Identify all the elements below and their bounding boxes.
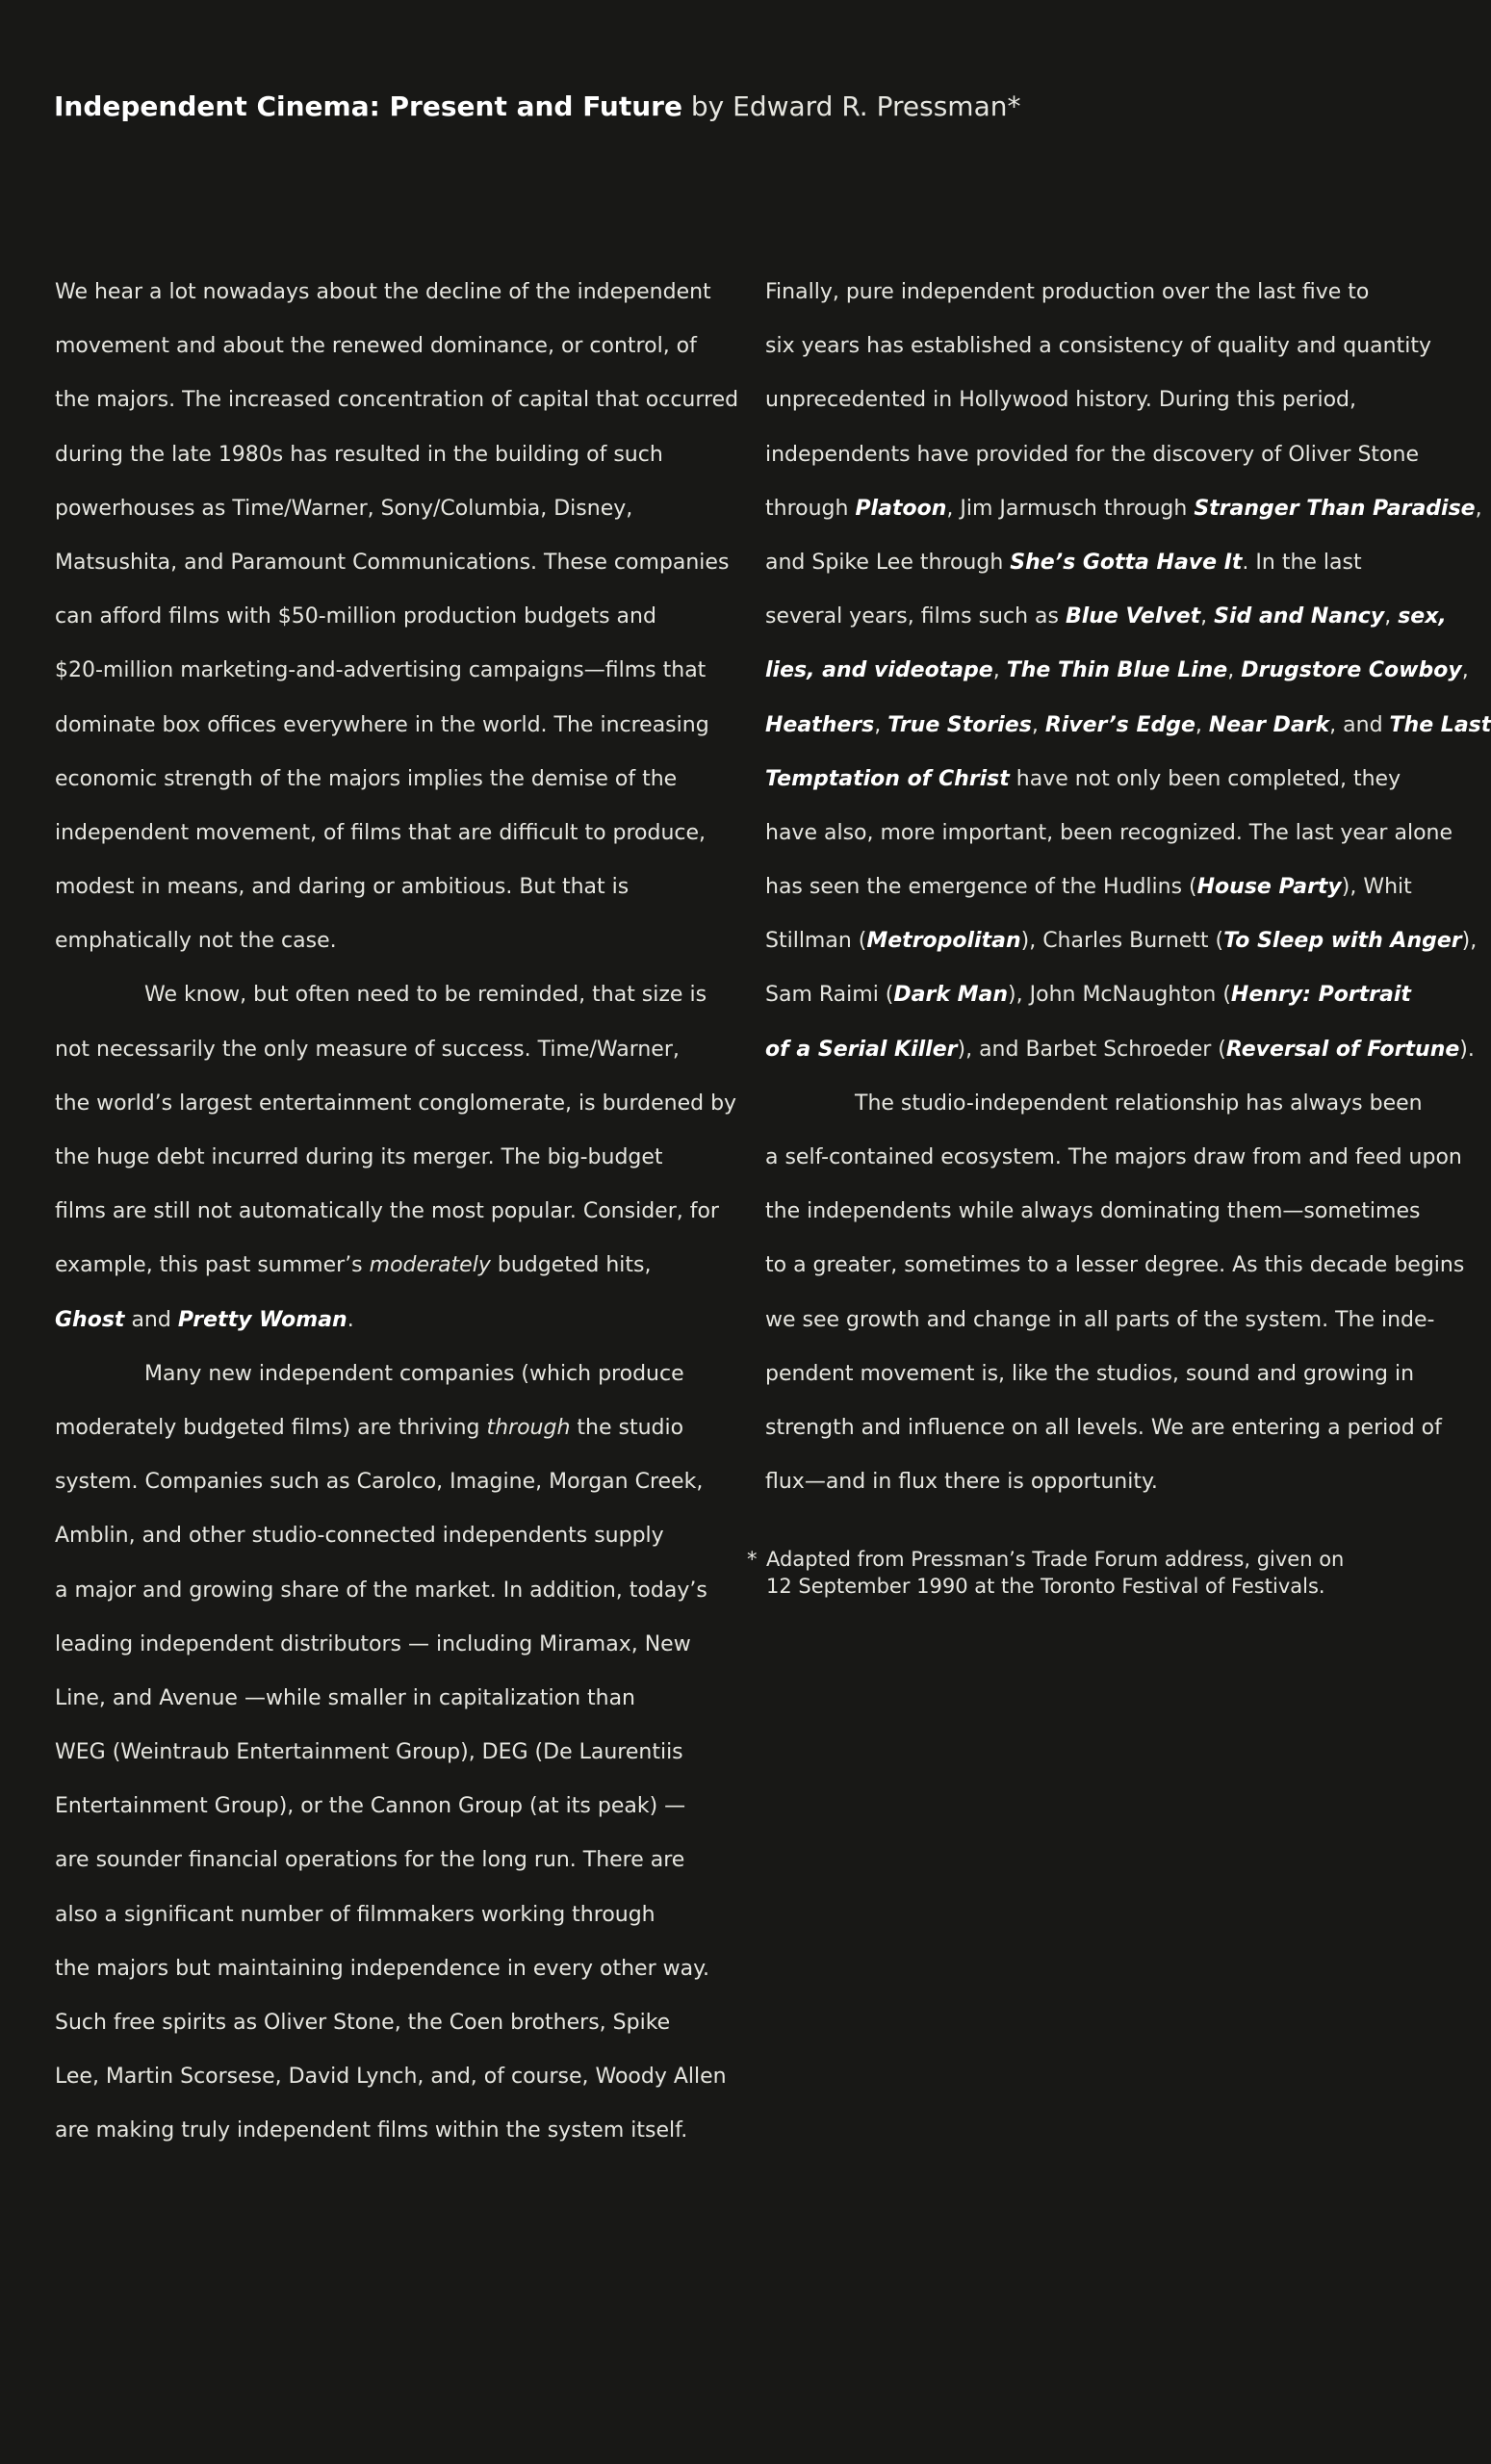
text-run: . In the last bbox=[1242, 550, 1362, 575]
text-line bbox=[765, 753, 1401, 807]
text-line: not necessarily the only measure of success. Time/Warner, bbox=[55, 1037, 680, 1062]
text-line: Many new independent companies (which produce bbox=[144, 1361, 684, 1386]
text-line: the majors. The increased concentration of capital that occurred bbox=[55, 388, 739, 413]
text-line: leading independent distributors — including Miramax, New bbox=[55, 1631, 691, 1656]
text-line: independents have provided for the discovery of Oliver Stone bbox=[765, 442, 1419, 467]
film-title: sex, bbox=[1398, 604, 1447, 629]
text-line bbox=[765, 968, 1411, 1022]
text-run: , bbox=[992, 658, 1007, 683]
text-line bbox=[55, 1401, 698, 1455]
text-run: , bbox=[1031, 712, 1045, 737]
text-run: , bbox=[1384, 604, 1399, 629]
text-run: the studio bbox=[570, 1415, 684, 1440]
footnote-marker: * bbox=[747, 1548, 758, 1571]
text-line: WEG (Weintraub Entertainment Group), DEG (De Laurentiis bbox=[55, 1740, 683, 1765]
text-line: films are still not automatically the most popular. Consider, for bbox=[55, 1199, 719, 1224]
film-title: Sid and Nancy bbox=[1214, 604, 1385, 629]
text-run: , bbox=[1475, 496, 1482, 521]
text-line: $20-million marketing-and-advertising campaigns—films that bbox=[55, 658, 707, 683]
film-title: The Thin Blue Line bbox=[1006, 658, 1228, 683]
text-line: Matsushita, and Paramount Communications. These companies bbox=[55, 550, 730, 575]
text-line bbox=[765, 699, 1491, 753]
text-line bbox=[765, 860, 1412, 914]
text-run: , bbox=[1200, 604, 1215, 629]
film-title: Pretty Woman bbox=[177, 1307, 347, 1332]
text-run: . bbox=[347, 1307, 354, 1332]
text-line: the independents while always dominating them—sometimes bbox=[765, 1199, 1421, 1224]
film-title: Drugstore Cowboy bbox=[1241, 658, 1462, 683]
text-line: unprecedented in Hollywood history. During this period, bbox=[765, 388, 1356, 413]
text-line: can afford films with $50-million production budgets and bbox=[55, 604, 656, 629]
text-run: moderately budgeted films) are thriving bbox=[55, 1415, 487, 1440]
text-line: are sounder financial operations for the long run. There are bbox=[55, 1848, 685, 1873]
text-line: we see growth and change in all parts of the system. The inde- bbox=[765, 1307, 1435, 1332]
text-line: Such free spirits as Oliver Stone, the Coen brothers, Spike bbox=[55, 2011, 671, 2035]
text-line: flux—and in flux there is opportunity. bbox=[765, 1470, 1158, 1495]
film-title: Dark Man bbox=[893, 983, 1009, 1008]
text-run: ). bbox=[1459, 1037, 1475, 1062]
film-title: Heathers bbox=[765, 712, 875, 737]
text-run: through bbox=[765, 496, 856, 521]
text-line: pendent movement is, like the studios, sound and growing in bbox=[765, 1361, 1415, 1386]
text-line bbox=[765, 914, 1478, 968]
film-title: Ghost bbox=[55, 1307, 125, 1332]
text-run: Stillman ( bbox=[765, 929, 867, 954]
text-run: Sam Raimi ( bbox=[765, 983, 894, 1008]
text-run: , Jim Jarmusch through bbox=[946, 496, 1195, 521]
text-line: modest in means, and daring or ambitious. But that is bbox=[55, 875, 630, 900]
text-line: strength and influence on all levels. We are entering a period of bbox=[765, 1415, 1442, 1440]
text-run: ), John McNaughton ( bbox=[1008, 983, 1231, 1008]
article-header bbox=[54, 90, 1020, 123]
text-line: the world’s largest entertainment conglomerate, is burdened by bbox=[55, 1091, 737, 1116]
text-line: are making truly independent films within the system itself. bbox=[55, 2118, 688, 2143]
article-title: Independent Cinema: Present and Future bbox=[54, 90, 682, 122]
text-run: ), Charles Burnett ( bbox=[1020, 929, 1224, 954]
text-line: dominate box offices everywhere in the world. The increasing bbox=[55, 712, 709, 737]
text-line: have also, more important, been recognized. The last year alone bbox=[765, 820, 1453, 845]
text-line: also a significant number of filmmakers working through bbox=[55, 1902, 656, 1927]
text-line: Lee, Martin Scorsese, David Lynch, and, of course, Woody Allen bbox=[55, 2065, 727, 2090]
text-line: movement and about the renewed dominance, or control, of bbox=[55, 334, 697, 359]
text-line: economic strength of the majors implies the demise of the bbox=[55, 766, 678, 791]
right-column bbox=[765, 266, 1491, 1509]
film-title: Temptation of Christ bbox=[765, 766, 1010, 791]
text-line bbox=[765, 536, 1401, 590]
text-line bbox=[765, 590, 1447, 644]
text-line: Amblin, and other studio-connected independents supply bbox=[55, 1524, 664, 1549]
text-line bbox=[55, 1294, 698, 1348]
film-title: To Sleep with Anger bbox=[1223, 929, 1462, 954]
text-line: emphatically not the case. bbox=[55, 929, 337, 954]
text-run: Adapted from Pressman’s Trade Forum address, given on bbox=[766, 1548, 1345, 1571]
text-run: , bbox=[1461, 658, 1469, 683]
film-title: House Party bbox=[1196, 875, 1342, 900]
text-line: powerhouses as Time/Warner, Sony/Columbia, Disney, bbox=[55, 496, 633, 521]
text-line: Line, and Avenue —while smaller in capitalization than bbox=[55, 1685, 636, 1710]
footnote-asterisk: * bbox=[1007, 90, 1021, 122]
text-line: a self-contained ecosystem. The majors draw from and feed upon bbox=[765, 1145, 1462, 1169]
text-line: We know, but often need to be reminded, that size is bbox=[144, 983, 707, 1008]
film-title: Near Dark bbox=[1208, 712, 1330, 737]
footnote-line bbox=[747, 1546, 1421, 1573]
text-run: budgeted hits, bbox=[490, 1253, 652, 1278]
text-line: We hear a lot nowadays about the decline of the independent bbox=[55, 280, 711, 304]
text-run: ), bbox=[1461, 929, 1478, 954]
text-run: , and bbox=[1329, 712, 1390, 737]
article-byline: by Edward R. Pressman bbox=[690, 90, 1008, 122]
italic-text: through bbox=[486, 1415, 571, 1440]
text-line: a major and growing share of the market. In addition, today’s bbox=[55, 1578, 707, 1603]
film-title: Metropolitan bbox=[866, 929, 1021, 954]
film-title: River’s Edge bbox=[1044, 712, 1195, 737]
text-run: , bbox=[1195, 712, 1209, 737]
text-line bbox=[765, 482, 1482, 536]
film-title: The Last bbox=[1389, 712, 1491, 737]
film-title: Platoon bbox=[855, 496, 947, 521]
text-line bbox=[55, 1239, 698, 1293]
text-run: has seen the emergence of the Hudlins ( bbox=[765, 875, 1197, 900]
text-run: , bbox=[874, 712, 888, 737]
text-run: several years, films such as bbox=[765, 604, 1066, 629]
text-run: ), and Barbet Schroeder ( bbox=[957, 1037, 1226, 1062]
text-line: the majors but maintaining independence in every other way. bbox=[55, 1956, 709, 1981]
text-line: independent movement, of films that are difficult to produce, bbox=[55, 820, 707, 845]
text-line bbox=[765, 644, 1469, 698]
text-line: the huge debt incurred during its merger. The big-budget bbox=[55, 1145, 663, 1169]
text-run: and Spike Lee through bbox=[765, 550, 1011, 575]
left-column bbox=[55, 266, 739, 2159]
footnote bbox=[747, 1546, 1421, 1600]
text-run: , bbox=[1227, 658, 1242, 683]
film-title: Blue Velvet bbox=[1065, 604, 1201, 629]
text-line: system. Companies such as Carolco, Imagine, Morgan Creek, bbox=[55, 1470, 704, 1495]
text-line: to a greater, sometimes to a lesser degree. As this decade begins bbox=[765, 1253, 1465, 1278]
film-title: Henry: Portrait bbox=[1230, 983, 1411, 1008]
film-title: True Stories bbox=[887, 712, 1032, 737]
text-line: during the late 1980s has resulted in the building of such bbox=[55, 442, 663, 467]
text-line bbox=[765, 1023, 1475, 1077]
film-title: Stranger Than Paradise bbox=[1194, 496, 1476, 521]
text-line: Entertainment Group), or the Cannon Group (at its peak) — bbox=[55, 1794, 686, 1819]
film-title: lies, and videotape bbox=[765, 658, 993, 683]
text-run: example, this past summer’s bbox=[55, 1253, 370, 1278]
text-run: ), Whit bbox=[1341, 875, 1412, 900]
film-title: Reversal of Fortune bbox=[1225, 1037, 1460, 1062]
text-line: six years has established a consistency of quality and quantity bbox=[765, 334, 1431, 359]
film-title: She’s Gotta Have It bbox=[1010, 550, 1243, 575]
text-line: Finally, pure independent production over the last five to bbox=[765, 280, 1370, 304]
italic-text: moderately bbox=[369, 1253, 491, 1278]
footnote-line: 12 September 1990 at the Toronto Festival of Festivals. bbox=[766, 1575, 1325, 1598]
film-title: of a Serial Killer bbox=[765, 1037, 958, 1062]
text-line: The studio-independent relationship has always been bbox=[855, 1091, 1423, 1116]
text-run: have not only been completed, they bbox=[1009, 766, 1401, 791]
text-run: and bbox=[124, 1307, 178, 1332]
